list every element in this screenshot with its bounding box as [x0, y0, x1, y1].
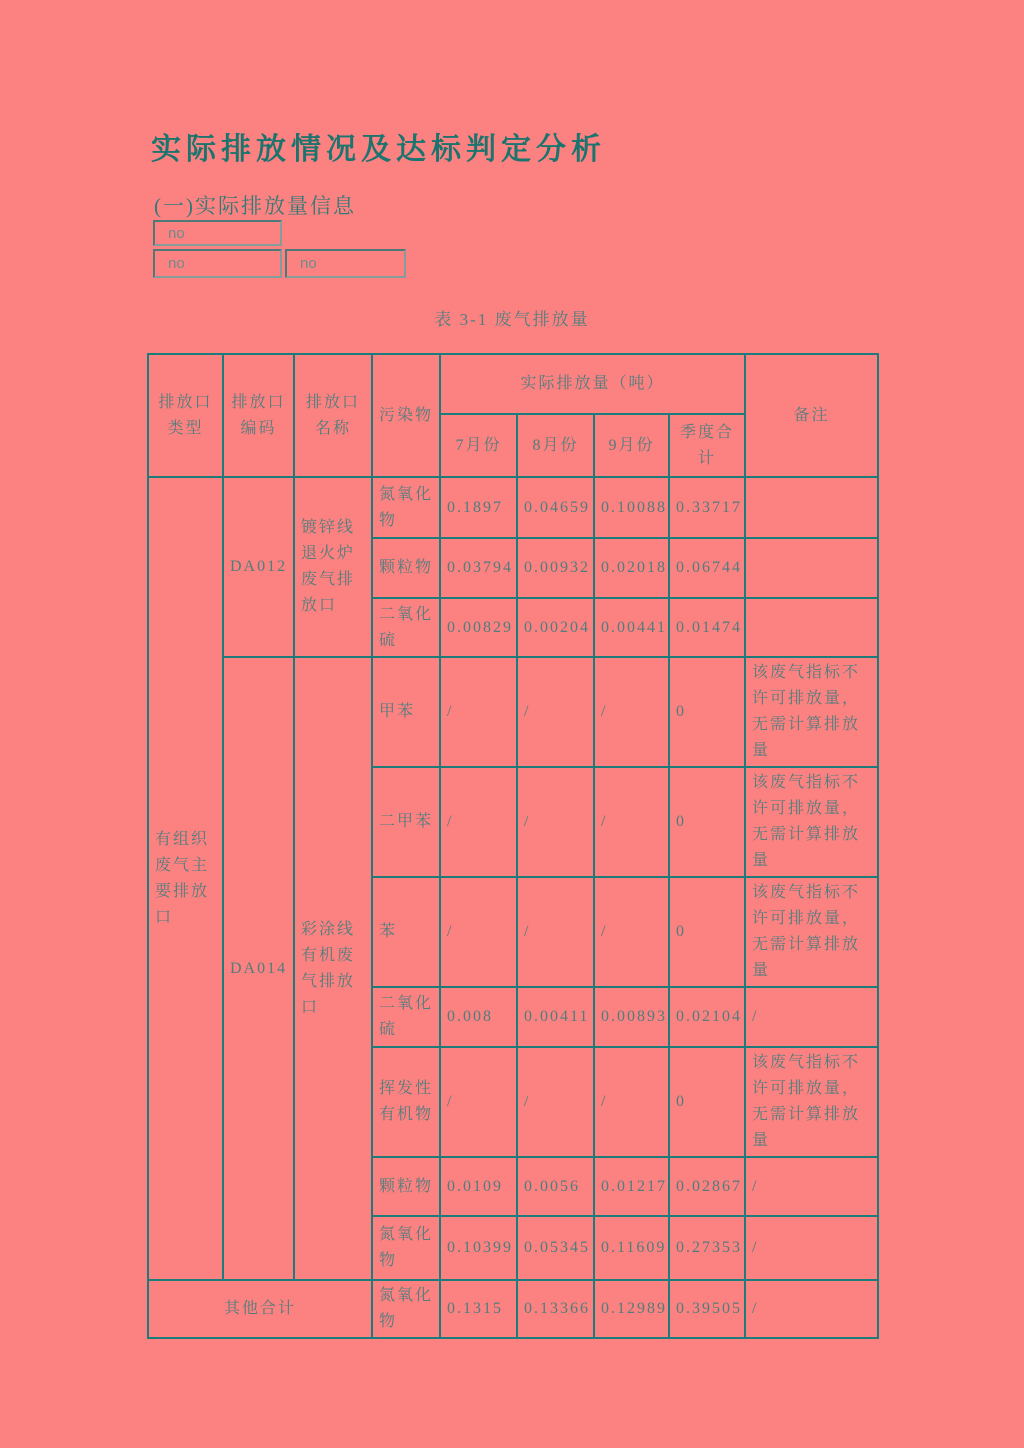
outlet-name-cell-da014: 彩涂线有机废气排放口: [294, 657, 372, 1280]
pollutant-cell: 氮氧化物: [372, 1280, 440, 1338]
outlet-code-cell-da012: DA012: [223, 477, 294, 657]
value-cell-m7: /: [440, 877, 517, 987]
outlet-type-cell: 有组织废气主要排放口: [148, 477, 223, 1280]
value-cell-total: 0.01474: [669, 598, 745, 657]
pollutant-cell: 颗粒物: [372, 1157, 440, 1216]
value-cell-m9: 0.02018: [594, 538, 669, 598]
header-row-1: [148, 354, 878, 414]
header-outlet-name: 排放口名称: [294, 354, 372, 477]
value-cell-m9: /: [594, 877, 669, 987]
header-actual-emission: 实际排放量（吨）: [440, 354, 745, 414]
value-cell-m9: /: [594, 767, 669, 877]
remark-cell: [745, 477, 878, 538]
value-cell-m9: /: [594, 1047, 669, 1157]
value-cell-m8: 0.00204: [517, 598, 594, 657]
remark-cell: /: [745, 1157, 878, 1216]
value-cell-total: 0: [669, 767, 745, 877]
emission-table: [147, 353, 879, 1339]
header-outlet-code: 排放口编码: [223, 354, 294, 477]
header-month-7: 7月份: [440, 414, 517, 477]
table-row: [148, 657, 878, 767]
value-cell-m7: 0.008: [440, 987, 517, 1047]
value-cell-total: 0.33717: [669, 477, 745, 538]
value-cell-m9: 0.00441: [594, 598, 669, 657]
value-cell-m8: 0.04659: [517, 477, 594, 538]
value-cell-m8: /: [517, 877, 594, 987]
header-month-9: 9月份: [594, 414, 669, 477]
form-field-1[interactable]: [153, 220, 282, 246]
value-cell-m8: 0.00411: [517, 987, 594, 1047]
value-cell-m9: 0.12989: [594, 1280, 669, 1338]
value-cell-total: 0.27353: [669, 1216, 745, 1280]
remark-cell: 该废气指标不许可排放量，无需计算排放量: [745, 877, 878, 987]
value-cell-m7: 0.10399: [440, 1216, 517, 1280]
value-cell-m7: 0.03794: [440, 538, 517, 598]
value-cell-m7: /: [440, 1047, 517, 1157]
outlet-code-cell-da014: DA014: [223, 657, 294, 1280]
header-quarter-total: 季度合计: [669, 414, 745, 477]
value-cell-m8: /: [517, 1047, 594, 1157]
value-cell-total: 0: [669, 877, 745, 987]
other-total-cell: 其他合计: [148, 1280, 372, 1338]
pollutant-cell: 二甲苯: [372, 767, 440, 877]
header-month-8: 8月份: [517, 414, 594, 477]
value-cell-m7: 0.0109: [440, 1157, 517, 1216]
remark-cell: [745, 598, 878, 657]
value-cell-m8: 0.13366: [517, 1280, 594, 1338]
remark-cell: 该废气指标不许可排放量，无需计算排放量: [745, 657, 878, 767]
remark-cell: /: [745, 1216, 878, 1280]
value-cell-m8: /: [517, 657, 594, 767]
pollutant-cell: 氮氧化物: [372, 477, 440, 538]
pollutant-cell: 甲苯: [372, 657, 440, 767]
header-outlet-type: 排放口类型: [148, 354, 223, 477]
value-cell-total: 0.02867: [669, 1157, 745, 1216]
form-field-3[interactable]: [285, 249, 406, 278]
value-cell-m7: 0.1897: [440, 477, 517, 538]
value-cell-m8: 0.05345: [517, 1216, 594, 1280]
value-cell-m8: 0.0056: [517, 1157, 594, 1216]
remark-cell: /: [745, 987, 878, 1047]
remark-cell: /: [745, 1280, 878, 1338]
pollutant-cell: 氮氧化物: [372, 1216, 440, 1280]
outlet-name-cell-da012: 镀锌线退火炉废气排放口: [294, 477, 372, 657]
table-row-other-total: [148, 1280, 878, 1338]
value-cell-m9: 0.10088: [594, 477, 669, 538]
value-cell-m9: 0.00893: [594, 987, 669, 1047]
value-cell-total: 0.06744: [669, 538, 745, 598]
pollutant-cell: 苯: [372, 877, 440, 987]
value-cell-total: 0.39505: [669, 1280, 745, 1338]
table-row: [148, 477, 878, 538]
pollutant-cell: 二氧化硫: [372, 598, 440, 657]
page-title: 实际排放情况及达标判定分析: [151, 133, 606, 166]
value-cell-m8: 0.00932: [517, 538, 594, 598]
header-remark: 备注: [745, 354, 878, 477]
remark-cell: 该废气指标不许可排放量，无需计算排放量: [745, 767, 878, 877]
value-cell-m9: 0.11609: [594, 1216, 669, 1280]
value-cell-m7: 0.00829: [440, 598, 517, 657]
value-cell-total: 0: [669, 657, 745, 767]
pollutant-cell: 挥发性有机物: [372, 1047, 440, 1157]
value-cell-m9: 0.01217: [594, 1157, 669, 1216]
form-field-2[interactable]: [153, 249, 282, 278]
value-cell-total: 0: [669, 1047, 745, 1157]
remark-cell: 该废气指标不许可排放量，无需计算排放量: [745, 1047, 878, 1157]
header-pollutant: 污染物: [372, 354, 440, 477]
value-cell-m7: 0.1315: [440, 1280, 517, 1338]
value-cell-m8: /: [517, 767, 594, 877]
value-cell-m9: /: [594, 657, 669, 767]
remark-cell: [745, 538, 878, 598]
section-heading: (一)实际排放量信息: [154, 194, 356, 218]
value-cell-total: 0.02104: [669, 987, 745, 1047]
pollutant-cell: 颗粒物: [372, 538, 440, 598]
value-cell-m7: /: [440, 767, 517, 877]
value-cell-m7: /: [440, 657, 517, 767]
table-caption: 表 3-1 废气排放量: [434, 310, 590, 329]
pollutant-cell: 二氧化硫: [372, 987, 440, 1047]
